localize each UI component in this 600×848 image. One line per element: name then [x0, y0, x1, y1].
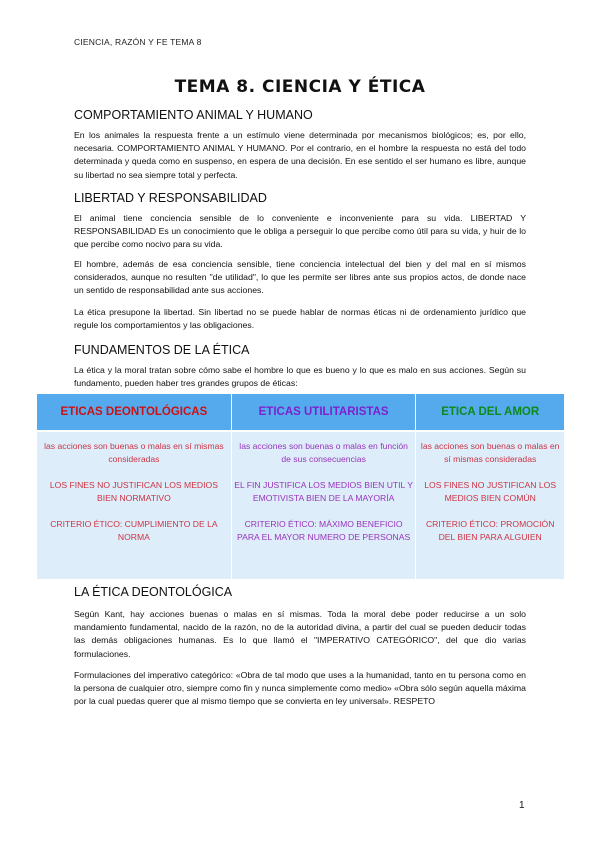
column-title-utilitaristas: ETICAS UTILITARISTAS: [231, 394, 416, 431]
heading-deontologica: LA ÉTICA DEONTOLÓGICA: [74, 585, 233, 599]
cell-acciones: las acciones son buenas o malas en sí mismas consideradas: [420, 441, 560, 464]
paragraph-imperativo: Formulaciones del imperativo categórico: «Obra de tal modo que uses a la humanidad, tanto en tu persona como en la persona de cualquier otro, siempre como fin y nunca simplemente como medio» «Obra sólo según aquella máxima por la cual puedas querer que al mismo tiempo que se convierta en ley universal». RESPETO: [74, 670, 526, 707]
cell-acciones: las acciones son buenas o malas en función de sus consecuencias: [239, 441, 408, 464]
column-title-deontologicas: ETICAS DEONTOLÓGICAS: [37, 394, 231, 431]
page-number: 1: [519, 800, 525, 811]
cell-criterio: CRITERIO ÉTICO: CUMPLIMIENTO DE LA NORMA: [50, 519, 218, 542]
column-utilitaristas: [231, 431, 416, 579]
running-header: CIENCIA, RAZÓN Y FE TEMA 8: [74, 37, 202, 47]
cell-criterio: CRITERIO ÉTICO: MÁXIMO BENEFICIO PARA EL MAYOR NUMERO DE PERSONAS: [237, 519, 411, 542]
paragraph-fundamentos: La ética y la moral tratan sobre cómo sabe el hombre lo que es bueno y lo que es malo en sus acciones. Según su fundamento, pueden haber tres grandes grupos de éticas:: [74, 365, 526, 389]
cell-fines: EL FIN JUSTIFICA LOS MEDIOS BIEN UTIL Y EMOTIVISTA BIEN DE LA MAYORÍA: [234, 480, 413, 503]
paragraph-libertad-3: La ética presupone la libertad. Sin libertad no se puede hablar de normas éticas ni de ordenamiento jurídico que regule los comportamientos y las obligaciones.: [74, 307, 526, 331]
page-title: TEMA 8. CIENCIA Y ÉTICA: [174, 77, 426, 97]
heading-comportamiento: COMPORTAMIENTO ANIMAL Y HUMANO: [74, 108, 313, 122]
paragraph-libertad-2: El hombre, además de esa conciencia sensible, tiene conciencia intelectual del bien y del mal en sí mismos considerados, aunque no resulten "de utilidad", lo que les permite ser libres ante sus propios actos, de donde nace un sentido de responsabilidad ante sus acciones.: [74, 259, 526, 296]
column-amor: [416, 431, 565, 579]
cell-fines: LOS FINES NO JUSTIFICAN LOS MEDIOS BIEN NORMATIVO: [49, 480, 218, 503]
heading-fundamentos: FUNDAMENTOS DE LA ÉTICA: [74, 343, 250, 357]
cell-fines: LOS FINES NO JUSTIFICAN LOS MEDIOS BIEN COMÚN: [424, 480, 557, 503]
column-title-amor: ETICA DEL AMOR: [416, 394, 565, 431]
cell-criterio: CRITERIO ÉTICO: PROMOCIÓN DEL BIEN PARA ALGUIEN: [425, 519, 555, 542]
ethics-table: [37, 394, 565, 579]
paragraph-libertad-1: El animal tiene conciencia sensible de lo conveniente e inconveniente para su vida. LIBERTAD Y RESPONSABILIDAD Es un conocimiento que le obliga a perseguir lo que percibe como útil para su vida, y huir de lo que percibe como nocivo para su vida.: [74, 213, 526, 250]
column-deontologicas: [37, 431, 231, 579]
paragraph-kant: Según Kant, hay acciones buenas o malas en sí mismas. Toda la moral debe poder reducirse a un solo mandamiento fundamental, nacido de la razón, no de la autoridad divina, a partir del cual se pueden deducir todas las demás obligaciones humanas. Es lo que llamó el "IMPERATIVO CATEGÓRICO", del que dio varias formulaciones.: [74, 609, 526, 659]
paragraph-comportamiento: En los animales la respuesta frente a un estímulo viene determinada por mecanismos biológicos; es, por ello, necesaria. COMPORTAMIENTO ANIMAL Y HUMANO. Por el contrario, en el hombre la respuesta no está del todo determinada y queda como en suspenso, en espera de una decisión. En ese sentido el ser humano es libre, aunque su libertad no sea siempre total y perfecta.: [74, 130, 526, 180]
cell-acciones: las acciones son buenas o malas en sí mismas consideradas: [44, 441, 224, 464]
heading-libertad: LIBERTAD Y RESPONSABILIDAD: [74, 191, 267, 205]
